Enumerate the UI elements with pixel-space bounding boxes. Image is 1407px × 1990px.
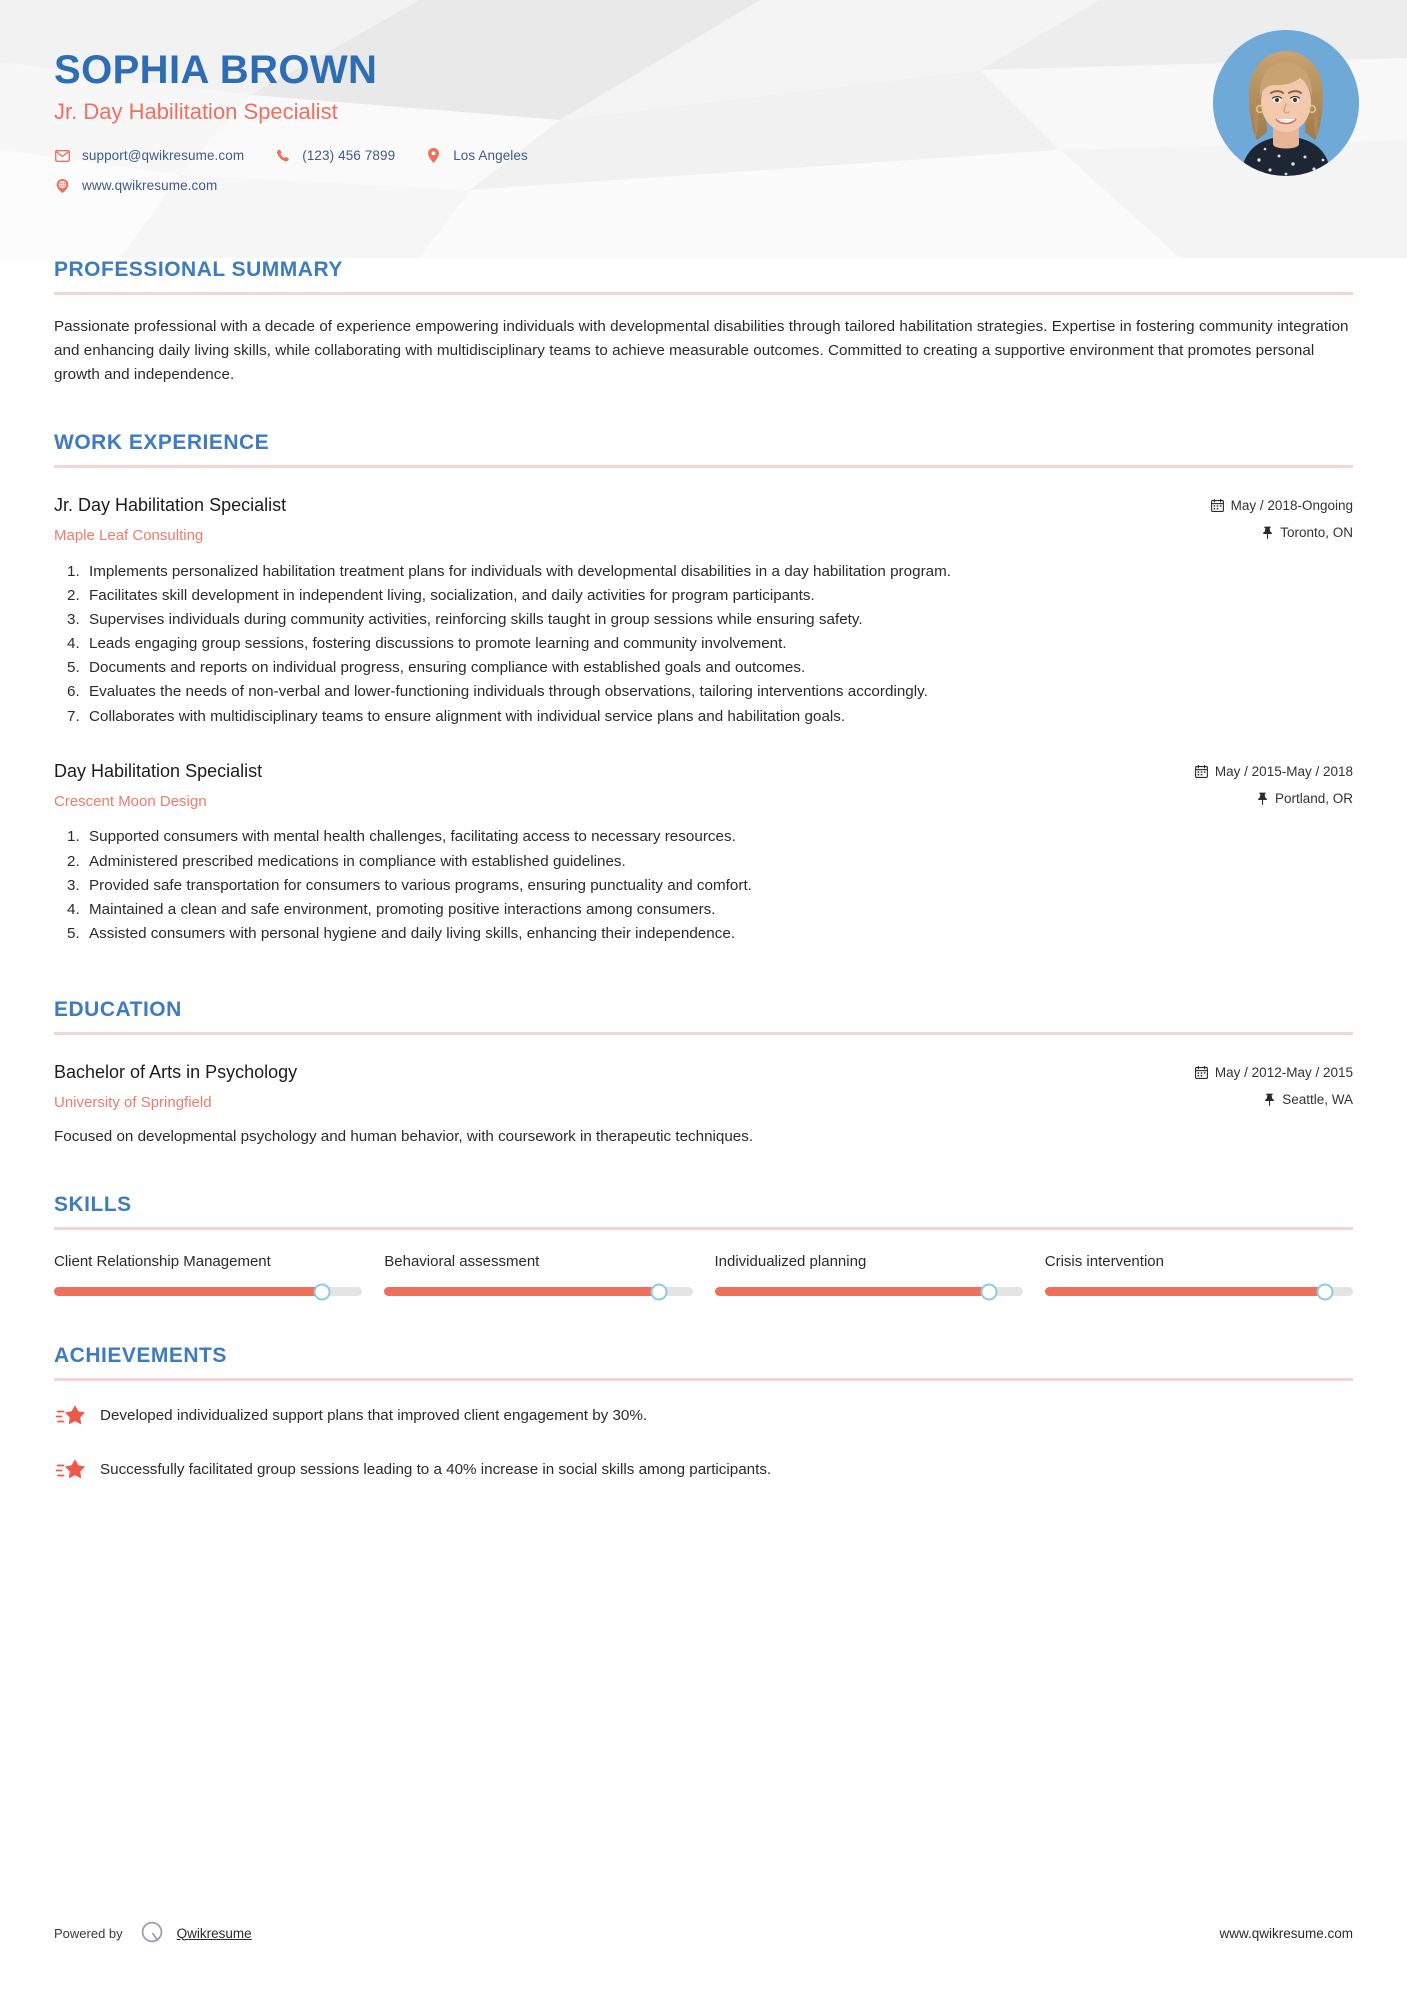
resume-body — [0, 258, 1407, 1483]
section-divider — [54, 1227, 1353, 1230]
job-date-text: May / 2015-May / 2018 — [1214, 763, 1353, 779]
skill-slider[interactable] — [1045, 1284, 1353, 1300]
skill-knob[interactable] — [650, 1283, 667, 1300]
section-work-experience — [54, 431, 1353, 945]
skill-track — [1045, 1287, 1353, 1296]
work-entry — [54, 760, 1353, 945]
job-responsibilities — [54, 825, 1353, 944]
avatar-photo — [1213, 30, 1359, 176]
powered-by-label: Powered by — [54, 1925, 123, 1941]
skill-fill — [384, 1287, 658, 1296]
list-item: 2. Facilitates skill development in independent living, socialization, and daily activities for program participants. — [84, 584, 1353, 607]
section-title: ACHIEVEMENTS — [54, 1343, 227, 1367]
education-entry-header — [54, 1061, 1353, 1113]
resume-footer — [54, 1920, 1353, 1946]
section-education — [54, 998, 1353, 1149]
skill-knob[interactable] — [980, 1283, 997, 1300]
star-achievement-icon — [54, 1403, 88, 1429]
summary-text: Passionate professional with a decade of experience empowering individuals with developmental disabilities through tailored habilitation strategies. Expertise in fostering community integration and enhancing daily living skills, while collaborating with multidisciplinary teams to achieve measurable outcomes. Committed to creating a supportive environment that promotes personal growth and independence. — [54, 318, 1349, 384]
pushpin-icon — [1257, 792, 1268, 805]
list-item — [54, 1403, 1353, 1429]
contact-location-text: Los Angeles — [453, 148, 528, 164]
contact-info — [54, 148, 1407, 193]
calendar-icon — [1195, 1066, 1208, 1079]
work-entry-header — [54, 760, 1353, 812]
contact-email[interactable] — [54, 148, 244, 163]
skill-item — [1045, 1252, 1353, 1300]
work-entry-meta — [1211, 494, 1353, 540]
list-item: 5. Assisted consumers with personal hygiene and daily living skills, enhancing their independence. — [84, 922, 1353, 945]
qwikresume-logo-icon — [139, 1920, 165, 1946]
work-entry-left — [54, 494, 1211, 546]
skill-label: Individualized planning — [714, 1252, 867, 1270]
school-name: University of Springfield — [54, 1094, 212, 1112]
skill-label: Behavioral assessment — [384, 1252, 540, 1270]
section-skills — [54, 1193, 1353, 1300]
education-entry — [54, 1061, 1353, 1149]
spacer — [54, 387, 1353, 431]
skill-label: Client Relationship Management — [54, 1252, 271, 1270]
job-title: Jr. Day Habilitation Specialist — [54, 495, 287, 516]
pushpin-icon — [1264, 1093, 1275, 1106]
calendar-icon — [1211, 499, 1224, 512]
skill-fill — [715, 1287, 989, 1296]
page-title: SOPHIA BROWN — [54, 48, 378, 92]
spacer — [54, 946, 1353, 998]
skill-knob[interactable] — [314, 1283, 331, 1300]
skill-fill — [1045, 1287, 1326, 1296]
skill-track — [54, 1287, 362, 1296]
list-item: 7. Collaborates with multidisciplinary teams to ensure alignment with individual service plans and habilitation goals. — [84, 705, 1353, 728]
education-location — [1195, 1092, 1353, 1107]
achievement-text: Successfully facilitated group sessions leading to a 40% increase in social skills among participants. — [100, 1460, 772, 1478]
education-entry-left — [54, 1061, 1195, 1113]
avatar — [1213, 30, 1359, 176]
email-icon — [54, 150, 71, 162]
skill-slider[interactable] — [715, 1284, 1023, 1300]
section-title: PROFESSIONAL SUMMARY — [54, 258, 343, 281]
achievement-text: Developed individualized support plans that improved client engagement by 30%. — [100, 1406, 648, 1424]
skill-item — [384, 1252, 692, 1300]
section-title: WORK EXPERIENCE — [54, 431, 270, 455]
skill-slider[interactable] — [54, 1284, 362, 1300]
section-professional-summary — [54, 258, 1353, 387]
contact-location — [425, 148, 528, 163]
skill-item — [54, 1252, 362, 1300]
spacer — [54, 1300, 1353, 1344]
spacer — [54, 1149, 1353, 1193]
job-date — [1211, 498, 1353, 513]
phone-icon — [274, 149, 291, 163]
achievements-list — [54, 1403, 1353, 1483]
work-entry-left — [54, 760, 1195, 812]
pushpin-icon — [1262, 526, 1273, 539]
skill-slider[interactable] — [384, 1284, 692, 1300]
contact-row-primary — [54, 148, 1407, 163]
job-date — [1195, 764, 1353, 779]
job-location — [1195, 791, 1353, 806]
education-description: Focused on developmental psychology and human behavior, with coursework in therapeutic techniques. — [54, 1127, 754, 1145]
list-item: 6. Evaluates the needs of non-verbal and lower-functioning individuals through observations, tailoring interventions accordingly. — [84, 680, 1353, 703]
work-entry-header — [54, 494, 1353, 546]
list-item: 1. Implements personalized habilitation treatment plans for individuals with developmental disabilities in a day habilitation program. — [84, 560, 1353, 583]
section-divider — [54, 1032, 1353, 1035]
skill-track — [384, 1287, 692, 1296]
resume-header — [0, 0, 1407, 258]
calendar-icon — [1195, 765, 1208, 778]
contact-phone[interactable] — [274, 148, 395, 163]
job-location-text: Toronto, ON — [1280, 525, 1353, 541]
list-item: 2. Administered prescribed medications in compliance with established guidelines. — [84, 850, 1353, 873]
list-item: 5. Documents and reports on individual progress, ensuring compliance with established goals and outcomes. — [84, 656, 1353, 679]
list-item: 4. Leads engaging group sessions, fostering discussions to promote learning and community involvement. — [84, 632, 1353, 655]
job-date-text: May / 2018-Ongoing — [1230, 498, 1353, 514]
section-divider — [54, 465, 1353, 468]
location-pin-icon — [425, 148, 442, 163]
skill-item — [715, 1252, 1023, 1300]
company-name: Crescent Moon Design — [54, 792, 207, 810]
education-date — [1195, 1065, 1353, 1080]
contact-email-text: support@qwikresume.com — [82, 148, 245, 164]
contact-phone-text: (123) 456 7899 — [302, 148, 396, 164]
section-achievements — [54, 1344, 1353, 1483]
list-item: 3. Provided safe transportation for consumers to various programs, ensuring punctuality and comfort. — [84, 874, 1353, 897]
contact-row-website — [54, 178, 1407, 193]
work-entry — [54, 494, 1353, 728]
skill-fill — [54, 1287, 322, 1296]
section-divider — [54, 292, 1353, 295]
education-date-text: May / 2012-May / 2015 — [1214, 1064, 1353, 1080]
globe-icon — [54, 179, 71, 193]
job-location — [1211, 525, 1353, 540]
list-item — [54, 1457, 1353, 1483]
qwikresume-link[interactable]: Qwikresume — [176, 1925, 252, 1941]
star-achievement-icon — [54, 1457, 88, 1483]
contact-website[interactable] — [54, 178, 217, 193]
education-entry-meta — [1195, 1061, 1353, 1107]
section-title: SKILLS — [54, 1192, 132, 1216]
section-title: EDUCATION — [54, 997, 182, 1021]
list-item: 4. Maintained a clean and safe environment, promoting positive interactions among consumers. — [84, 898, 1353, 921]
list-item: 3. Supervises individuals during community activities, reinforcing skills taught in group sessions while ensuring safety. — [84, 608, 1353, 631]
job-title: Day Habilitation Specialist — [54, 760, 263, 781]
footer-brand — [54, 1920, 252, 1946]
work-entry-meta — [1195, 760, 1353, 806]
education-location-text: Seattle, WA — [1282, 1091, 1353, 1107]
contact-website-text: www.qwikresume.com — [82, 178, 218, 194]
skills-grid — [54, 1252, 1353, 1300]
skill-knob[interactable] — [1317, 1283, 1334, 1300]
skill-label: Crisis intervention — [1044, 1252, 1164, 1270]
list-item: 1. Supported consumers with mental health challenges, facilitating access to necessary resources. — [84, 825, 1353, 848]
degree-title: Bachelor of Arts in Psychology — [54, 1061, 298, 1082]
section-divider — [54, 1378, 1353, 1381]
skill-track — [715, 1287, 1023, 1296]
header-role: Jr. Day Habilitation Specialist — [54, 98, 338, 124]
footer-website: www.qwikresume.com — [1219, 1925, 1353, 1941]
company-name: Maple Leaf Consulting — [54, 527, 204, 545]
job-location-text: Portland, OR — [1274, 790, 1353, 806]
job-responsibilities — [54, 560, 1353, 728]
